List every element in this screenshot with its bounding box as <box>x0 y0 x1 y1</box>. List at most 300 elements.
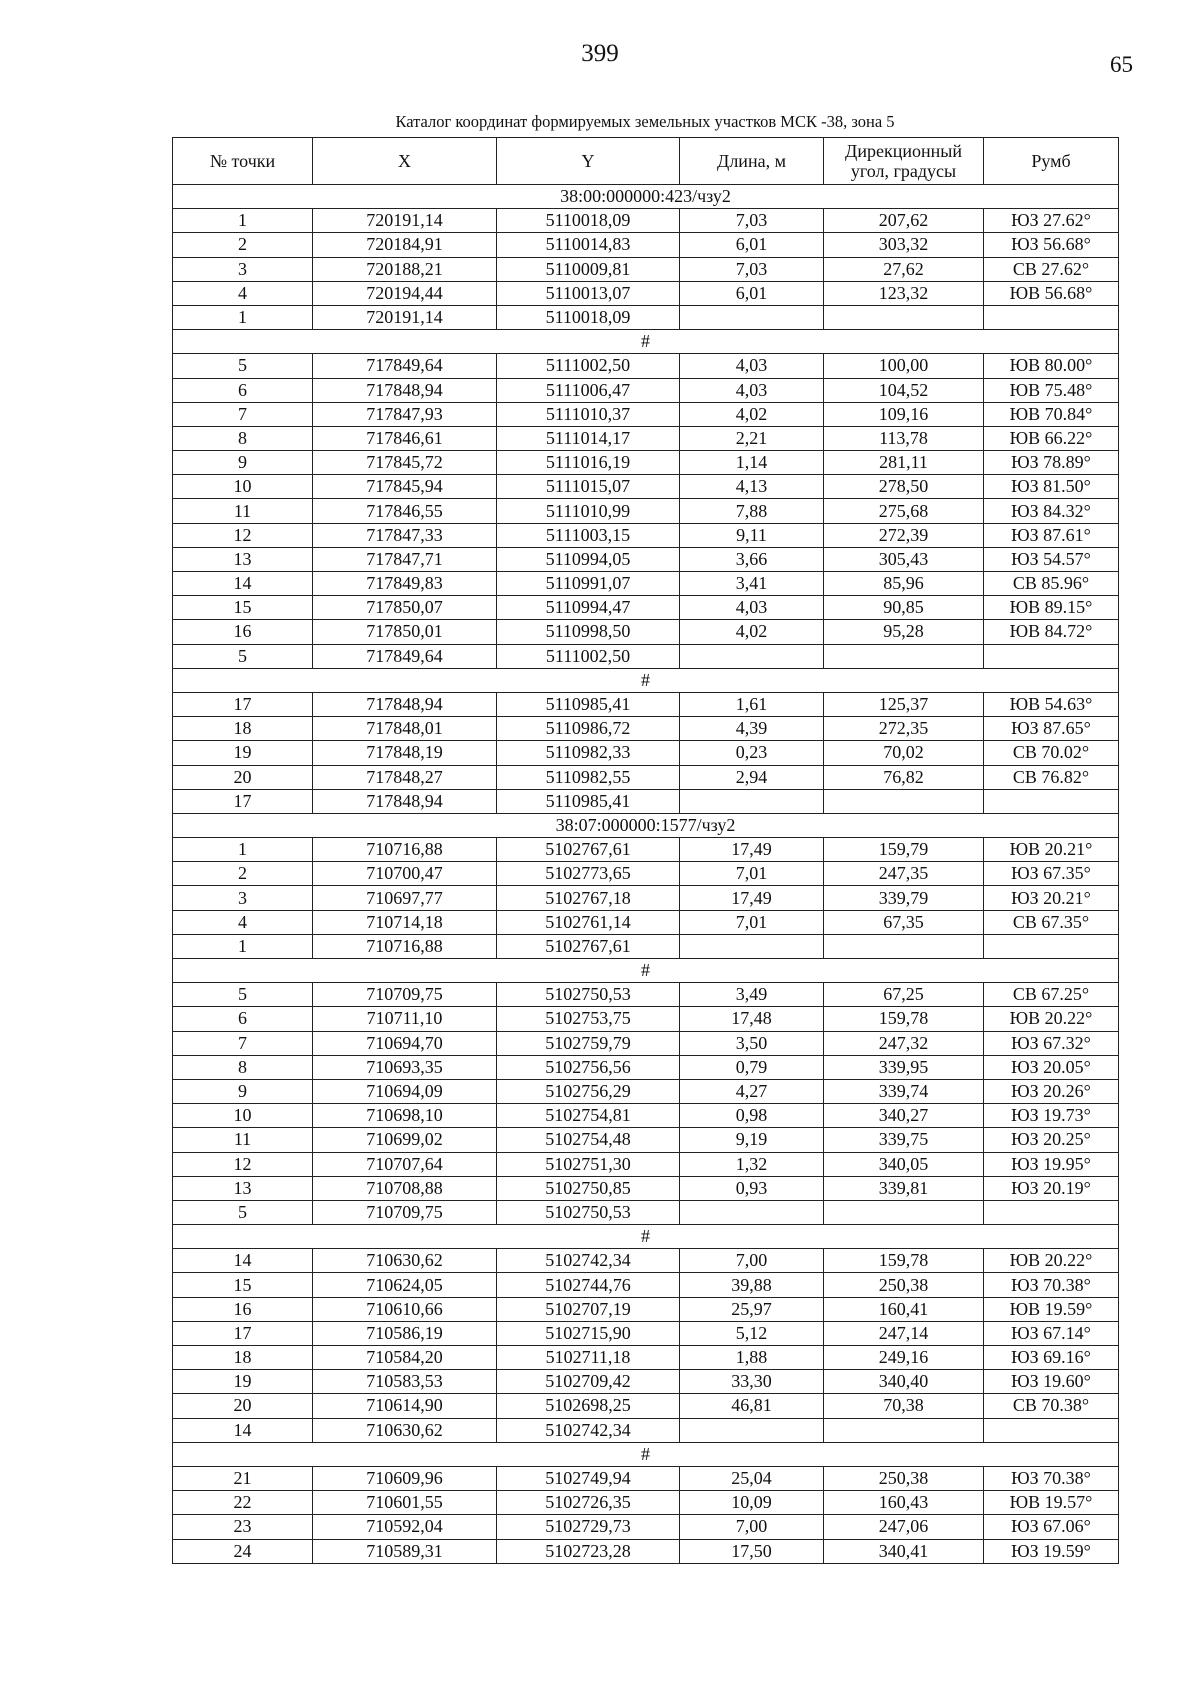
cell-point-number: 5 <box>173 983 313 1007</box>
cell-x: 710714,18 <box>313 910 497 934</box>
cell-rumb <box>984 1200 1119 1224</box>
cell-rumb: ЮЗ 67.35° <box>984 862 1119 886</box>
cell-x: 710586,19 <box>313 1321 497 1345</box>
cell-rumb <box>984 1418 1119 1442</box>
cell-angle: 272,35 <box>824 717 984 741</box>
table-row <box>173 305 1119 329</box>
cell-rumb: ЮЗ 87.65° <box>984 717 1119 741</box>
cell-length <box>680 789 824 813</box>
cell-y: 5110985,41 <box>497 789 680 813</box>
cell-x: 720188,21 <box>313 257 497 281</box>
cell-angle <box>824 1418 984 1442</box>
table-row <box>173 1394 1119 1418</box>
cell-x: 710698,10 <box>313 1104 497 1128</box>
section-row <box>173 185 1119 209</box>
column-header-point: № точки <box>173 138 313 185</box>
table-row <box>173 233 1119 257</box>
cell-x: 717848,94 <box>313 789 497 813</box>
table-row <box>173 934 1119 958</box>
table-row <box>173 378 1119 402</box>
cell-point-number: 11 <box>173 1128 313 1152</box>
cell-point-number: 23 <box>173 1515 313 1539</box>
table-row <box>173 209 1119 233</box>
cell-angle: 339,81 <box>824 1176 984 1200</box>
table-row <box>173 1466 1119 1490</box>
table-row <box>173 499 1119 523</box>
cell-x: 710584,20 <box>313 1346 497 1370</box>
table-row <box>173 1152 1119 1176</box>
table-row <box>173 547 1119 571</box>
table-row <box>173 257 1119 281</box>
cell-rumb: ЮЗ 84.32° <box>984 499 1119 523</box>
cell-point-number: 1 <box>173 305 313 329</box>
cell-y: 5111014,17 <box>497 426 680 450</box>
cell-point-number: 18 <box>173 1346 313 1370</box>
cell-angle: 340,40 <box>824 1370 984 1394</box>
table-row <box>173 1176 1119 1200</box>
cell-x: 710709,75 <box>313 983 497 1007</box>
cell-x: 710707,64 <box>313 1152 497 1176</box>
cell-y: 5102742,34 <box>497 1249 680 1273</box>
cell-length: 4,13 <box>680 475 824 499</box>
cell-x: 710694,70 <box>313 1031 497 1055</box>
cell-angle: 278,50 <box>824 475 984 499</box>
cell-angle: 160,41 <box>824 1297 984 1321</box>
table-row <box>173 1321 1119 1345</box>
cell-x: 720194,44 <box>313 281 497 305</box>
cell-x: 710699,02 <box>313 1128 497 1152</box>
cell-length: 7,01 <box>680 910 824 934</box>
cell-angle: 340,27 <box>824 1104 984 1128</box>
table-row <box>173 354 1119 378</box>
cell-rumb: ЮЗ 87.61° <box>984 523 1119 547</box>
cell-length: 7,00 <box>680 1249 824 1273</box>
cell-x: 717850,07 <box>313 596 497 620</box>
table-row <box>173 1031 1119 1055</box>
cell-angle: 160,43 <box>824 1491 984 1515</box>
cell-point-number: 2 <box>173 862 313 886</box>
cell-y: 5102773,65 <box>497 862 680 886</box>
cell-rumb: ЮЗ 56.68° <box>984 233 1119 257</box>
cell-y: 5110994,47 <box>497 596 680 620</box>
cell-point-number: 9 <box>173 1079 313 1103</box>
table-row <box>173 692 1119 716</box>
cell-rumb: ЮВ 20.22° <box>984 1249 1119 1273</box>
cell-y: 5111002,50 <box>497 644 680 668</box>
table-row <box>173 741 1119 765</box>
cell-y: 5110991,07 <box>497 572 680 596</box>
cell-length: 0,79 <box>680 1055 824 1079</box>
cell-length: 39,88 <box>680 1273 824 1297</box>
cell-rumb: ЮЗ 19.95° <box>984 1152 1119 1176</box>
table-row <box>173 451 1119 475</box>
cell-y: 5110982,33 <box>497 741 680 765</box>
cell-y: 5102715,90 <box>497 1321 680 1345</box>
cell-x: 717849,83 <box>313 572 497 596</box>
cell-x: 717850,01 <box>313 620 497 644</box>
table-body <box>173 185 1119 1564</box>
column-header-rumb: Румб <box>984 138 1119 185</box>
cell-length: 46,81 <box>680 1394 824 1418</box>
cell-angle <box>824 934 984 958</box>
table-row <box>173 1273 1119 1297</box>
cell-x: 717848,94 <box>313 378 497 402</box>
cell-length <box>680 305 824 329</box>
cell-x: 710693,35 <box>313 1055 497 1079</box>
section-label: 38:07:000000:1577/чзу2 <box>173 813 1119 837</box>
cell-point-number: 16 <box>173 1297 313 1321</box>
cell-point-number: 10 <box>173 475 313 499</box>
section-row <box>173 330 1119 354</box>
table-row <box>173 717 1119 741</box>
cell-y: 5110982,55 <box>497 765 680 789</box>
table-row <box>173 1104 1119 1128</box>
cell-rumb <box>984 644 1119 668</box>
cell-length: 4,39 <box>680 717 824 741</box>
cell-point-number: 3 <box>173 886 313 910</box>
cell-y: 5102709,42 <box>497 1370 680 1394</box>
cell-y: 5110013,07 <box>497 281 680 305</box>
table-row <box>173 1249 1119 1273</box>
cell-length: 0,23 <box>680 741 824 765</box>
cell-length: 17,50 <box>680 1539 824 1563</box>
cell-point-number: 17 <box>173 789 313 813</box>
cell-length: 9,19 <box>680 1128 824 1152</box>
cell-x: 717846,55 <box>313 499 497 523</box>
cell-length <box>680 644 824 668</box>
cell-x: 717848,01 <box>313 717 497 741</box>
cell-angle: 339,75 <box>824 1128 984 1152</box>
cell-x: 710694,09 <box>313 1079 497 1103</box>
table-row <box>173 983 1119 1007</box>
table-row <box>173 1007 1119 1031</box>
cell-angle: 104,52 <box>824 378 984 402</box>
cell-length: 4,03 <box>680 354 824 378</box>
cell-point-number: 14 <box>173 572 313 596</box>
table-row <box>173 910 1119 934</box>
cell-x: 710716,88 <box>313 934 497 958</box>
section-label: # <box>173 330 1119 354</box>
cell-rumb: ЮЗ 70.38° <box>984 1466 1119 1490</box>
cell-angle: 70,38 <box>824 1394 984 1418</box>
cell-length: 1,14 <box>680 451 824 475</box>
cell-point-number: 24 <box>173 1539 313 1563</box>
cell-x: 717845,72 <box>313 451 497 475</box>
cell-rumb: ЮЗ 67.14° <box>984 1321 1119 1345</box>
cell-rumb: СВ 27.62° <box>984 257 1119 281</box>
cell-angle: 339,74 <box>824 1079 984 1103</box>
cell-y: 5111006,47 <box>497 378 680 402</box>
table-row <box>173 644 1119 668</box>
cell-point-number: 13 <box>173 1176 313 1200</box>
column-header-length: Длина, м <box>680 138 824 185</box>
cell-rumb: ЮВ 20.22° <box>984 1007 1119 1031</box>
cell-rumb: СВ 70.38° <box>984 1394 1119 1418</box>
section-row <box>173 668 1119 692</box>
cell-y: 5102759,79 <box>497 1031 680 1055</box>
table-row <box>173 475 1119 499</box>
section-row <box>173 1225 1119 1249</box>
table-row <box>173 765 1119 789</box>
cell-rumb: ЮЗ 20.05° <box>984 1055 1119 1079</box>
table-row <box>173 402 1119 426</box>
cell-x: 710700,47 <box>313 862 497 886</box>
cell-x: 717848,19 <box>313 741 497 765</box>
cell-point-number: 1 <box>173 209 313 233</box>
cell-point-number: 7 <box>173 402 313 426</box>
table-row <box>173 1491 1119 1515</box>
cell-point-number: 14 <box>173 1418 313 1442</box>
cell-length: 7,03 <box>680 209 824 233</box>
cell-y: 5110994,05 <box>497 547 680 571</box>
cell-length: 1,88 <box>680 1346 824 1370</box>
section-label: # <box>173 1442 1119 1466</box>
table-row <box>173 1346 1119 1370</box>
cell-y: 5102711,18 <box>497 1346 680 1370</box>
cell-rumb: ЮЗ 20.26° <box>984 1079 1119 1103</box>
cell-length: 2,21 <box>680 426 824 450</box>
cell-angle: 340,05 <box>824 1152 984 1176</box>
cell-angle: 67,35 <box>824 910 984 934</box>
cell-y: 5102761,14 <box>497 910 680 934</box>
cell-point-number: 13 <box>173 547 313 571</box>
cell-y: 5102753,75 <box>497 1007 680 1031</box>
cell-rumb: СВ 76.82° <box>984 765 1119 789</box>
cell-y: 5111010,37 <box>497 402 680 426</box>
cell-rumb: ЮВ 84.72° <box>984 620 1119 644</box>
section-label: # <box>173 959 1119 983</box>
cell-point-number: 16 <box>173 620 313 644</box>
cell-length: 9,11 <box>680 523 824 547</box>
table-row <box>173 596 1119 620</box>
table-row <box>173 838 1119 862</box>
cell-length: 7,03 <box>680 257 824 281</box>
cell-x: 717845,94 <box>313 475 497 499</box>
cell-y: 5102707,19 <box>497 1297 680 1321</box>
cell-x: 710592,04 <box>313 1515 497 1539</box>
cell-x: 717849,64 <box>313 644 497 668</box>
cell-point-number: 8 <box>173 1055 313 1079</box>
cell-rumb: ЮВ 66.22° <box>984 426 1119 450</box>
cell-x: 710601,55 <box>313 1491 497 1515</box>
cell-point-number: 19 <box>173 1370 313 1394</box>
cell-angle: 113,78 <box>824 426 984 450</box>
table-row <box>173 572 1119 596</box>
cell-length: 7,01 <box>680 862 824 886</box>
cell-rumb: ЮЗ 54.57° <box>984 547 1119 571</box>
cell-x: 710708,88 <box>313 1176 497 1200</box>
cell-x: 710630,62 <box>313 1249 497 1273</box>
cell-angle <box>824 305 984 329</box>
section-label: # <box>173 1225 1119 1249</box>
cell-y: 5102754,48 <box>497 1128 680 1152</box>
cell-y: 5102767,18 <box>497 886 680 910</box>
cell-rumb: ЮЗ 19.59° <box>984 1539 1119 1563</box>
cell-point-number: 20 <box>173 765 313 789</box>
cell-rumb: СВ 67.25° <box>984 983 1119 1007</box>
cell-rumb <box>984 934 1119 958</box>
cell-rumb: ЮЗ 67.32° <box>984 1031 1119 1055</box>
cell-point-number: 2 <box>173 233 313 257</box>
table-row <box>173 1539 1119 1563</box>
cell-x: 710716,88 <box>313 838 497 862</box>
cell-length: 17,49 <box>680 886 824 910</box>
cell-angle: 95,28 <box>824 620 984 644</box>
cell-y: 5102750,53 <box>497 1200 680 1224</box>
table-row <box>173 1515 1119 1539</box>
cell-x: 710630,62 <box>313 1418 497 1442</box>
cell-rumb <box>984 789 1119 813</box>
cell-point-number: 17 <box>173 692 313 716</box>
cell-angle: 305,43 <box>824 547 984 571</box>
cell-rumb: ЮЗ 20.19° <box>984 1176 1119 1200</box>
cell-length: 10,09 <box>680 1491 824 1515</box>
cell-x: 710624,05 <box>313 1273 497 1297</box>
cell-y: 5111003,15 <box>497 523 680 547</box>
cell-x: 720184,91 <box>313 233 497 257</box>
cell-x: 717848,94 <box>313 692 497 716</box>
cell-length: 3,41 <box>680 572 824 596</box>
cell-point-number: 14 <box>173 1249 313 1273</box>
cell-point-number: 7 <box>173 1031 313 1055</box>
cell-x: 710583,53 <box>313 1370 497 1394</box>
cell-length: 7,88 <box>680 499 824 523</box>
cell-point-number: 19 <box>173 741 313 765</box>
cell-point-number: 4 <box>173 910 313 934</box>
cell-x: 710711,10 <box>313 1007 497 1031</box>
table-caption: Каталог координат формируемых земельных участков МСК -38, зона 5 <box>395 112 895 131</box>
cell-length: 1,32 <box>680 1152 824 1176</box>
cell-length: 17,48 <box>680 1007 824 1031</box>
cell-x: 717847,71 <box>313 547 497 571</box>
cell-y: 5102698,25 <box>497 1394 680 1418</box>
cell-rumb <box>984 305 1119 329</box>
cell-rumb: ЮВ 20.21° <box>984 838 1119 862</box>
cell-length: 3,50 <box>680 1031 824 1055</box>
cell-point-number: 8 <box>173 426 313 450</box>
cell-y: 5102749,94 <box>497 1466 680 1490</box>
table-row <box>173 1297 1119 1321</box>
cell-angle: 247,32 <box>824 1031 984 1055</box>
cell-x: 710697,77 <box>313 886 497 910</box>
cell-length: 4,02 <box>680 620 824 644</box>
cell-rumb: ЮВ 89.15° <box>984 596 1119 620</box>
cell-rumb: ЮВ 75.48° <box>984 378 1119 402</box>
cell-length: 33,30 <box>680 1370 824 1394</box>
cell-y: 5110018,09 <box>497 209 680 233</box>
table-row <box>173 1055 1119 1079</box>
cell-length: 6,01 <box>680 281 824 305</box>
cell-rumb: ЮЗ 19.73° <box>984 1104 1119 1128</box>
cell-angle: 207,62 <box>824 209 984 233</box>
cell-point-number: 10 <box>173 1104 313 1128</box>
cell-length: 2,94 <box>680 765 824 789</box>
cell-rumb: ЮЗ 19.60° <box>984 1370 1119 1394</box>
cell-rumb: ЮВ 70.84° <box>984 402 1119 426</box>
cell-length: 5,12 <box>680 1321 824 1345</box>
cell-y: 5102729,73 <box>497 1515 680 1539</box>
column-header-angle: Дирекционный угол, градусы <box>824 138 984 185</box>
cell-length: 0,93 <box>680 1176 824 1200</box>
cell-length: 3,49 <box>680 983 824 1007</box>
cell-x: 720191,14 <box>313 209 497 233</box>
cell-length: 6,01 <box>680 233 824 257</box>
cell-rumb: ЮВ 19.57° <box>984 1491 1119 1515</box>
cell-length: 4,27 <box>680 1079 824 1103</box>
cell-rumb: ЮЗ 69.16° <box>984 1346 1119 1370</box>
cell-length: 17,49 <box>680 838 824 862</box>
cell-y: 5110009,81 <box>497 257 680 281</box>
cell-angle <box>824 789 984 813</box>
cell-point-number: 6 <box>173 378 313 402</box>
table-row <box>173 1200 1119 1224</box>
cell-angle: 250,38 <box>824 1273 984 1297</box>
cell-point-number: 11 <box>173 499 313 523</box>
cell-angle: 90,85 <box>824 596 984 620</box>
cell-angle: 159,78 <box>824 1249 984 1273</box>
cell-point-number: 21 <box>173 1466 313 1490</box>
cell-rumb: ЮВ 19.59° <box>984 1297 1119 1321</box>
cell-length: 4,03 <box>680 596 824 620</box>
cell-y: 5110018,09 <box>497 305 680 329</box>
cell-angle: 339,79 <box>824 886 984 910</box>
cell-angle: 125,37 <box>824 692 984 716</box>
cell-x: 710609,96 <box>313 1466 497 1490</box>
column-header-x: X <box>313 138 497 185</box>
cell-rumb: ЮВ 54.63° <box>984 692 1119 716</box>
cell-length: 3,66 <box>680 547 824 571</box>
sheet-number: 65 <box>1110 52 1133 77</box>
table-row <box>173 523 1119 547</box>
cell-length: 1,61 <box>680 692 824 716</box>
cell-rumb: СВ 70.02° <box>984 741 1119 765</box>
cell-angle: 247,06 <box>824 1515 984 1539</box>
cell-rumb: ЮЗ 78.89° <box>984 451 1119 475</box>
table-row <box>173 886 1119 910</box>
cell-x: 717848,27 <box>313 765 497 789</box>
cell-length: 4,03 <box>680 378 824 402</box>
cell-y: 5102750,85 <box>497 1176 680 1200</box>
section-row <box>173 959 1119 983</box>
coordinates-table <box>172 137 1119 1564</box>
cell-y: 5111015,07 <box>497 475 680 499</box>
cell-length: 4,02 <box>680 402 824 426</box>
cell-x: 717846,61 <box>313 426 497 450</box>
cell-y: 5102723,28 <box>497 1539 680 1563</box>
cell-point-number: 12 <box>173 523 313 547</box>
cell-point-number: 3 <box>173 257 313 281</box>
cell-angle: 272,39 <box>824 523 984 547</box>
cell-y: 5102754,81 <box>497 1104 680 1128</box>
cell-angle: 70,02 <box>824 741 984 765</box>
cell-y: 5102744,76 <box>497 1273 680 1297</box>
column-header-y: Y <box>497 138 680 185</box>
table-row <box>173 862 1119 886</box>
cell-point-number: 6 <box>173 1007 313 1031</box>
section-row <box>173 1442 1119 1466</box>
cell-point-number: 9 <box>173 451 313 475</box>
cell-y: 5111016,19 <box>497 451 680 475</box>
cell-rumb: ЮЗ 67.06° <box>984 1515 1119 1539</box>
cell-y: 5102756,56 <box>497 1055 680 1079</box>
section-row <box>173 813 1119 837</box>
cell-angle: 100,00 <box>824 354 984 378</box>
cell-x: 720191,14 <box>313 305 497 329</box>
cell-x: 717847,93 <box>313 402 497 426</box>
cell-y: 5110986,72 <box>497 717 680 741</box>
cell-x: 710709,75 <box>313 1200 497 1224</box>
cell-point-number: 20 <box>173 1394 313 1418</box>
